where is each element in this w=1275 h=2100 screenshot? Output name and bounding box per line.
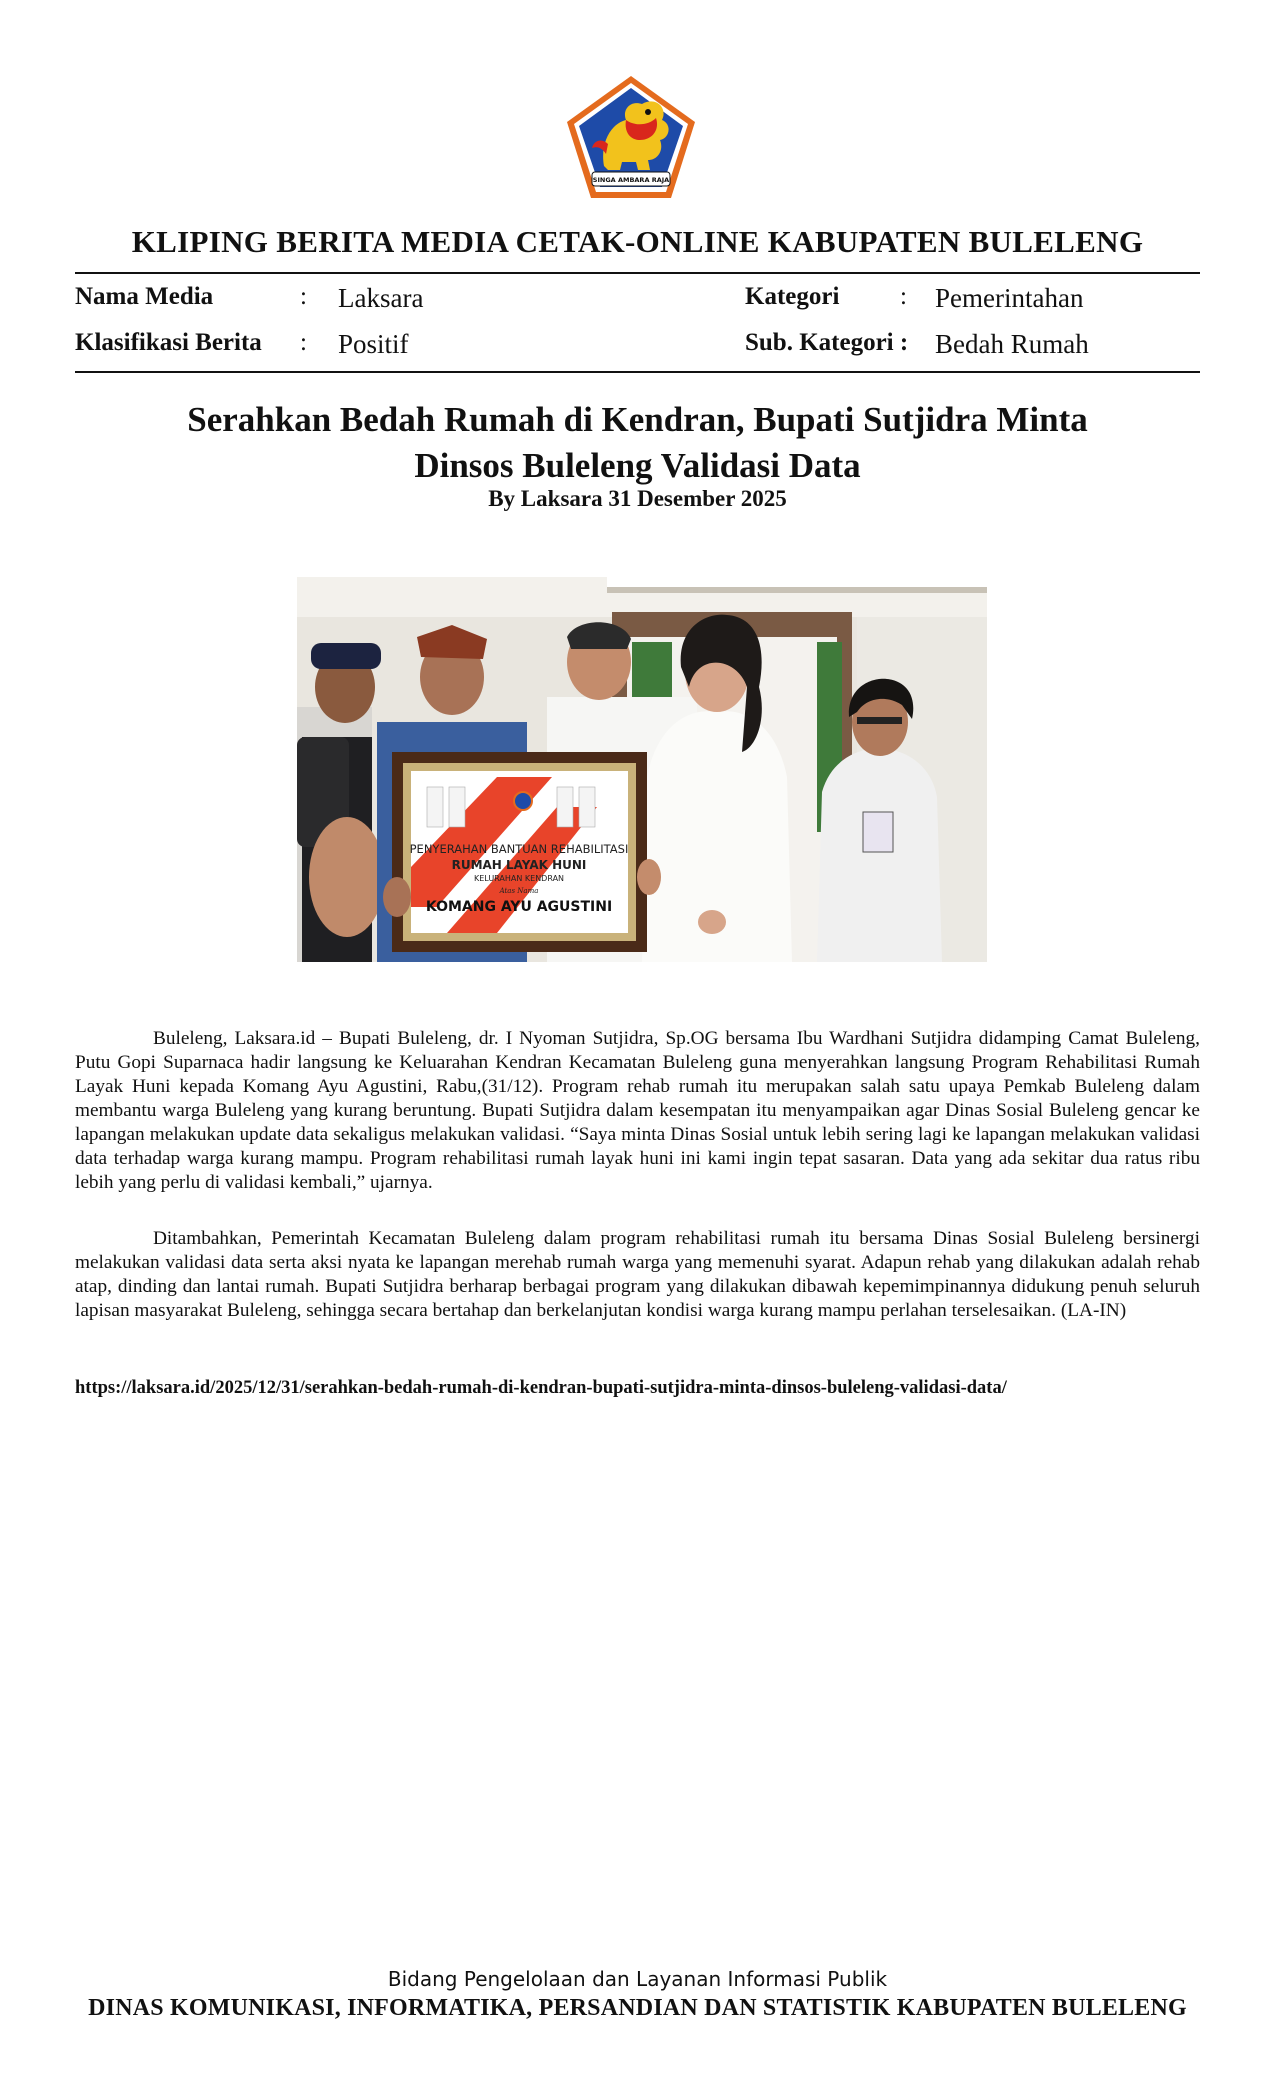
article-photo: [297, 577, 987, 962]
logo-motto: SINGA AMBARA RAJA: [592, 176, 670, 184]
frame-text-3: KELURAHAN KENDRAN: [473, 874, 565, 883]
top-divider: [75, 272, 1200, 274]
frame-text-2: RUMAH LAYAK HUNI: [451, 858, 587, 872]
klasifikasi-value: Positif: [338, 329, 409, 359]
kategori-label: Kategori: [745, 283, 840, 310]
bottom-divider: [75, 371, 1200, 373]
source-url: https://laksara.id/2025/12/31/serahkan-bedah-rumah-di-kendran-bupati-sutjidra-minta-dinsos-buleleng-validasi-data/: [75, 1378, 1007, 1398]
article-paragraph-1: Buleleng, Laksara.id – Bupati Buleleng, dr. I Nyoman Sutjidra, Sp.OG bersama Ibu Wardhani Sutjidra didamping Camat Buleleng, Putu Gopi Suparnaca hadir langsung ke Keluarahan Kendran Kecamatan Buleleng guna menyerahkan langsung Program Rehabilitasi Rumah Layak Huni kepada Komang Ayu Agustini, Rabu,(31/12). Program rehab rumah itu merupakan salah satu upaya Pemkab Buleleng dalam membantu warga Buleleng yang kurang beruntung. Bupati Sutjidra dalam kesempatan itu menyampaikan agar Dinas Sosial Buleleng gencar ke lapangan melakukan update data sekaligus melakukan validasi. “Saya minta Dinas Sosial untuk lebih sering lagi ke lapangan melakukan validasi data terhadap warga kurang mampu. Program rehabilitasi rumah layak huni ini kami ingin tepat sasaran. Data yang ada sekitar dua ratus ribu lebih yang perlu di validasi kembali,” ujarnya.: [75, 1028, 1200, 1193]
article-headline: [140, 397, 1135, 489]
headline-line-2: Dinsos Buleleng Validasi Data: [414, 446, 861, 485]
document-title: KLIPING BERITA MEDIA CETAK-ONLINE KABUPATEN BULELENG: [131, 224, 1144, 259]
sub-kategori-value: Bedah Rumah: [935, 329, 1089, 359]
kategori-value: Pemerintahan: [935, 283, 1084, 313]
klasifikasi-colon: :: [300, 329, 307, 356]
sub-kategori-label: Sub. Kategori :: [745, 329, 909, 356]
klasifikasi-label: Klasifikasi Berita: [75, 329, 262, 356]
footer-agency: DINAS KOMUNIKASI, INFORMATIKA, PERSANDIAN DAN STATISTIK KABUPATEN BULELENG: [88, 1995, 1187, 2021]
headline-line-1: Serahkan Bedah Rumah di Kendran, Bupati Sutjidra Minta: [187, 400, 1088, 439]
article-paragraph-2: Ditambahkan, Pemerintah Kecamatan Buleleng dalam program rehabilitasi rumah itu bersama Dinas Sosial Buleleng bersinergi melakukan validasi data serta aksi nyata ke lapangan merehab rumah warga yang memenuhi syarat. Adapun rehab yang dilakukan adalah rehab atap, dinding dan lantai rumah. Bupati Sutjidra berharap berbagai program yang dilakukan dibawah kepemimpinannya didukung penuh seluruh lapisan masyarakat Buleleng, sehingga secara bertahap dan berkelanjutan kondisi warga kurang mampu perlahan terselesaikan. (LA-IN): [75, 1228, 1200, 1321]
article-byline: By Laksara 31 Desember 2025: [488, 486, 787, 511]
frame-text-1: PENYERAHAN BANTUAN REHABILITASI: [409, 842, 629, 856]
nama-media-colon: :: [300, 283, 307, 310]
frame-text-5: KOMANG AYU AGUSTINI: [425, 899, 613, 915]
footer-department: Bidang Pengelolaan dan Layanan Informasi Publik: [387, 1967, 888, 1991]
nama-media-value: Laksara: [338, 283, 424, 313]
buleleng-regency-logo: [564, 74, 698, 201]
kategori-colon: :: [900, 283, 907, 310]
frame-text-4: Atas Nama: [499, 887, 539, 895]
nama-media-label: Nama Media: [75, 283, 214, 310]
